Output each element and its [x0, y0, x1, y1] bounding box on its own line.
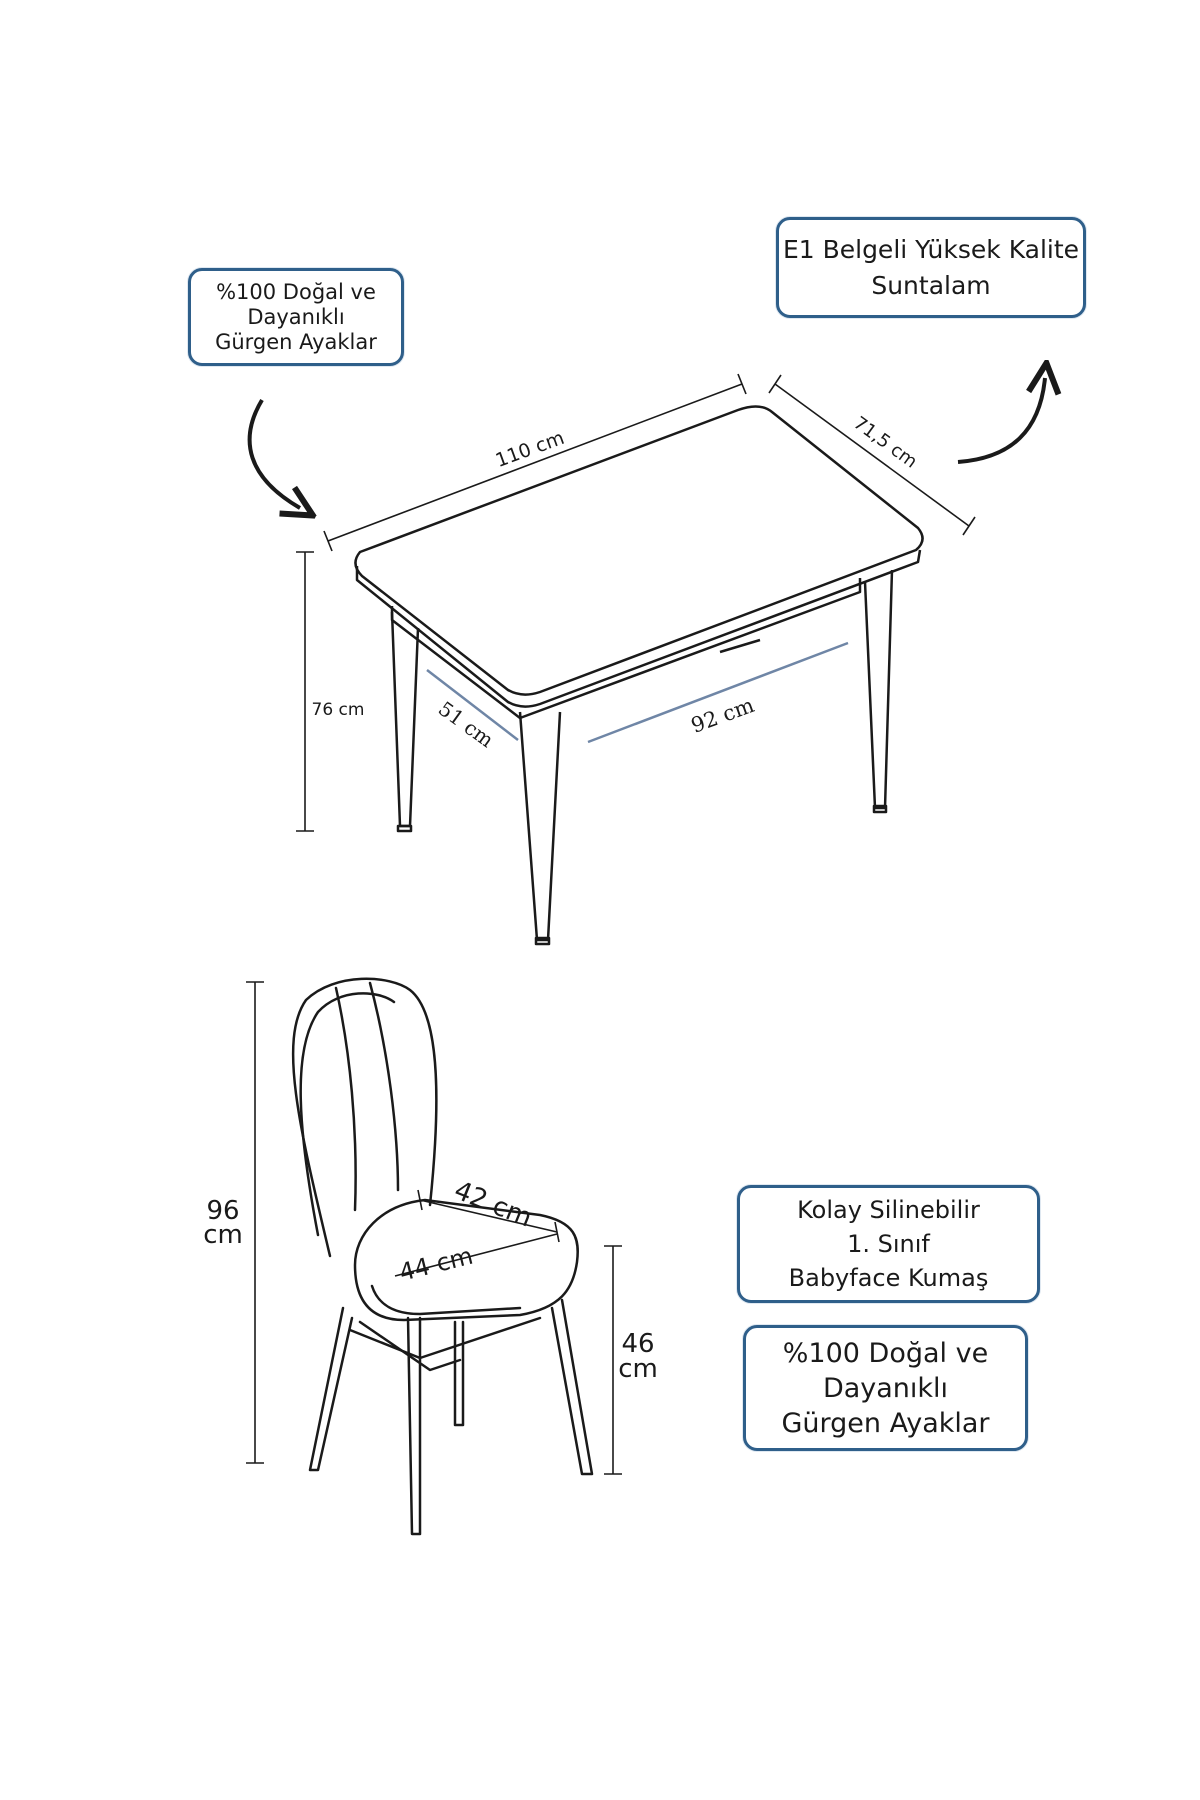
table-leg	[520, 712, 560, 940]
dimension-seat-width: 44 cm	[396, 1241, 476, 1287]
chair-seat-front	[372, 1286, 520, 1314]
dimension-chair-height-value: 96	[206, 1196, 240, 1226]
chair-leg	[310, 1308, 352, 1470]
dimension-table-inner-short: 51 cm	[433, 696, 499, 753]
table-top-edge	[357, 550, 920, 707]
callout-line: %100 Doğal ve	[216, 279, 376, 304]
dimension-line-length	[328, 384, 742, 541]
dimension-line-width	[775, 384, 969, 526]
callout-line: Gürgen Ayaklar	[781, 1407, 990, 1439]
table-top	[355, 406, 922, 694]
callout-line: 1. Sınıf	[847, 1230, 930, 1258]
chair-stretcher	[350, 1318, 540, 1358]
dimension-table-length: 110 cm	[492, 426, 568, 472]
callout-line: E1 Belgeli Yüksek Kalite	[782, 234, 1080, 264]
callout-line: Suntalam	[871, 270, 991, 300]
table-leg	[865, 570, 892, 808]
dimension-chair-height-unit: cm	[203, 1220, 243, 1250]
callout-line: Gürgen Ayaklar	[215, 329, 377, 354]
chair-stitch-line	[370, 983, 398, 1190]
leg-cap	[398, 826, 411, 831]
table-drawing	[355, 406, 922, 944]
dimension-seat-height-unit: cm	[618, 1354, 658, 1384]
curved-arrow-icon	[250, 400, 300, 508]
callout-line: %100 Doğal ve	[782, 1337, 989, 1369]
dimension-table-height: 76 cm	[311, 700, 365, 720]
dimension-table-width: 71,5 cm	[849, 412, 922, 473]
chair-leg	[455, 1322, 463, 1425]
callout-line: Kolay Silinebilir	[797, 1196, 980, 1224]
table-leg	[392, 612, 418, 826]
dimension-seat-depth: 42 cm	[449, 1175, 537, 1234]
dimension-seat-height-value: 46	[621, 1329, 655, 1359]
curved-arrow-icon	[958, 378, 1045, 462]
callout-line: Dayanıklı	[247, 304, 345, 329]
dimension-table-inner-long: 92 cm	[687, 693, 758, 738]
chair-stitch-line	[336, 988, 356, 1210]
chair-leg	[552, 1300, 592, 1474]
callout-line: Babyface Kumaş	[788, 1264, 989, 1292]
chair-leg	[408, 1318, 420, 1534]
callout-line: Dayanıklı	[822, 1372, 949, 1404]
